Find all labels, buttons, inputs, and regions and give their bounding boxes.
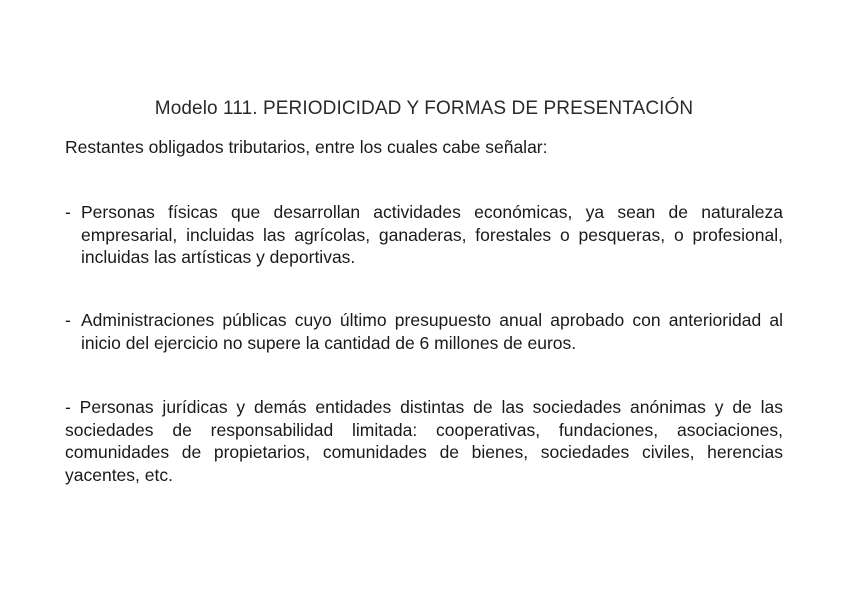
list-item <box>65 396 783 486</box>
list-item-text: Administraciones públicas cuyo último presupuesto anual aprobado con anterioridad al inicio del ejercicio no supere la cantidad de 6 millones de euros. <box>81 310 783 353</box>
bullet-dash: - <box>65 202 71 222</box>
list-item-text: Personas jurídicas y demás entidades distintas de las sociedades anónimas y de las sociedades de responsabilidad limitada: cooperativas, fundaciones, asociaciones, comunidades de propietarios, comunidades de bienes, sociedades civiles, herencias yacentes, etc. <box>65 397 783 485</box>
intro-text: Restantes obligados tributarios, entre los cuales cabe señalar: <box>65 137 548 157</box>
bullet-dash: - <box>65 397 71 417</box>
slide-title: Modelo 111. PERIODICIDAD Y FORMAS DE PRESENTACIÓN <box>154 98 694 119</box>
list-item <box>65 201 783 269</box>
list-item-text: Personas físicas que desarrollan actividades económicas, ya sean de naturaleza empresarial, incluidas las agrícolas, ganaderas, forestales o pesqueras, o profesional, incluidas las artísticas y deportivas. <box>81 202 783 267</box>
list-item <box>65 309 783 354</box>
bullet-dash: - <box>65 310 71 330</box>
